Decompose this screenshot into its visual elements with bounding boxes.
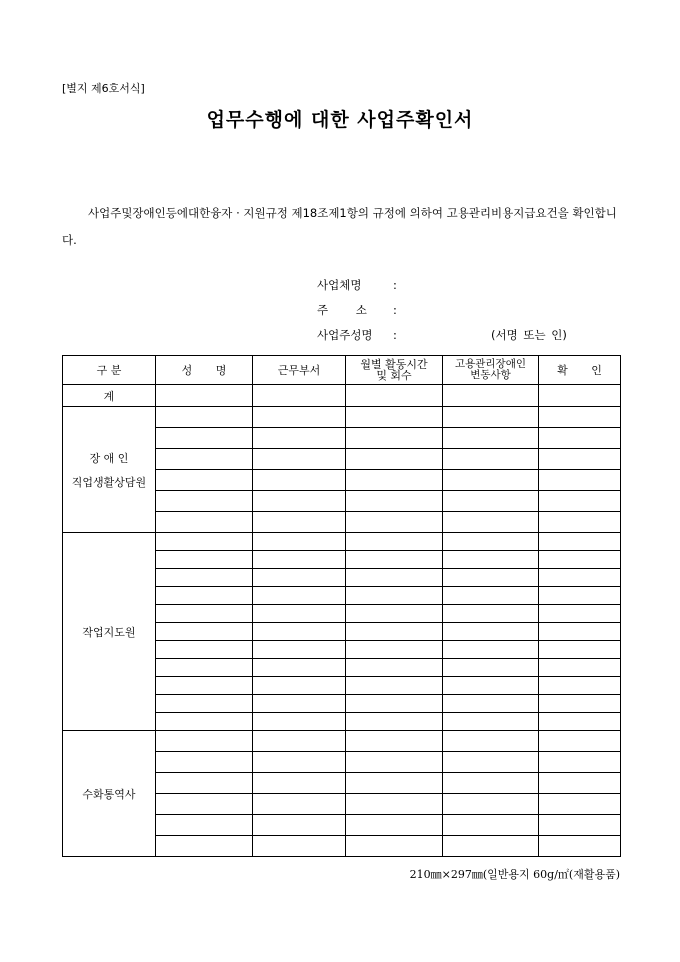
table-cell[interactable]	[346, 731, 443, 752]
table-cell[interactable]	[346, 587, 443, 605]
table-cell[interactable]	[539, 512, 621, 533]
colon: :	[393, 303, 397, 317]
group-label-cell	[63, 731, 156, 857]
table-row	[63, 731, 621, 752]
table-cell[interactable]	[539, 605, 621, 623]
table-cell[interactable]	[539, 533, 621, 551]
total-row	[63, 385, 621, 407]
table-cell[interactable]	[346, 470, 443, 491]
table-cell[interactable]	[346, 773, 443, 794]
table-cell[interactable]	[346, 641, 443, 659]
table-cell[interactable]	[253, 533, 346, 551]
table-cell[interactable]	[539, 815, 621, 836]
table-cell[interactable]	[539, 773, 621, 794]
table-cell[interactable]	[443, 836, 539, 857]
table-cell[interactable]	[443, 407, 539, 428]
table-cell[interactable]	[539, 794, 621, 815]
table-cell[interactable]	[539, 836, 621, 857]
header-department: 근무부서	[253, 356, 346, 385]
table-cell[interactable]	[443, 428, 539, 449]
table-cell[interactable]	[253, 587, 346, 605]
table-cell[interactable]	[443, 623, 539, 641]
table-header-row	[63, 356, 621, 385]
table-cell[interactable]	[443, 677, 539, 695]
table-cell[interactable]	[156, 815, 253, 836]
table-cell[interactable]	[253, 836, 346, 857]
table-cell[interactable]	[253, 731, 346, 752]
table-cell[interactable]	[253, 385, 346, 407]
table-cell[interactable]	[156, 512, 253, 533]
table-cell[interactable]	[539, 659, 621, 677]
group-label-cell	[63, 407, 156, 533]
table-cell[interactable]	[156, 449, 253, 470]
table-cell[interactable]	[156, 641, 253, 659]
table-cell[interactable]	[443, 449, 539, 470]
table-cell[interactable]	[253, 470, 346, 491]
total-label: 계	[63, 385, 156, 407]
table-cell[interactable]	[443, 752, 539, 773]
table-cell[interactable]	[346, 605, 443, 623]
table-cell[interactable]	[156, 605, 253, 623]
address-label: 주 소	[317, 303, 367, 317]
table-cell[interactable]	[253, 407, 346, 428]
table-cell[interactable]	[253, 428, 346, 449]
table-cell[interactable]	[539, 385, 621, 407]
table-cell[interactable]	[443, 659, 539, 677]
table-cell[interactable]	[539, 449, 621, 470]
table-cell[interactable]	[156, 587, 253, 605]
table-cell[interactable]	[346, 623, 443, 641]
table-cell[interactable]	[253, 641, 346, 659]
confirmation-table	[62, 355, 621, 857]
table-cell[interactable]	[156, 569, 253, 587]
table-cell[interactable]	[253, 695, 346, 713]
table-cell[interactable]	[346, 569, 443, 587]
table-cell[interactable]	[539, 470, 621, 491]
address-line	[317, 302, 397, 318]
table-cell[interactable]	[253, 752, 346, 773]
table-cell[interactable]	[346, 491, 443, 512]
table-cell[interactable]	[443, 587, 539, 605]
table-cell[interactable]	[346, 794, 443, 815]
table-cell[interactable]	[253, 491, 346, 512]
group-label-cell	[63, 533, 156, 731]
table-cell[interactable]	[156, 659, 253, 677]
table-cell[interactable]	[346, 449, 443, 470]
table-cell[interactable]	[253, 551, 346, 569]
table-cell[interactable]	[443, 605, 539, 623]
table-cell[interactable]	[539, 551, 621, 569]
table-cell[interactable]	[346, 428, 443, 449]
group-label-line1: 장 애 인	[89, 451, 129, 465]
table-cell[interactable]	[443, 512, 539, 533]
table-cell[interactable]	[346, 713, 443, 731]
table-cell[interactable]	[443, 385, 539, 407]
owner-name-line	[317, 327, 397, 343]
table-cell[interactable]	[346, 815, 443, 836]
table-cell[interactable]	[156, 385, 253, 407]
group-label-line1: 작업지도원	[82, 625, 136, 639]
table-cell[interactable]	[253, 512, 346, 533]
table-cell[interactable]	[443, 695, 539, 713]
table-cell[interactable]	[346, 677, 443, 695]
table-cell[interactable]	[443, 491, 539, 512]
table-cell[interactable]	[346, 407, 443, 428]
table-cell[interactable]	[539, 731, 621, 752]
table-cell[interactable]	[539, 587, 621, 605]
table-cell[interactable]	[443, 713, 539, 731]
table-cell[interactable]	[253, 794, 346, 815]
header-name: 성 명	[156, 356, 253, 385]
table-cell[interactable]	[156, 677, 253, 695]
header-confirm: 확 인	[539, 356, 621, 385]
table-cell[interactable]	[539, 428, 621, 449]
table-cell[interactable]	[346, 836, 443, 857]
colon: :	[393, 328, 397, 342]
table-cell[interactable]	[539, 677, 621, 695]
table-cell[interactable]	[156, 794, 253, 815]
table-cell[interactable]	[253, 569, 346, 587]
table-cell[interactable]	[253, 677, 346, 695]
group-label-line2: 직업생활상담원	[71, 475, 147, 489]
table-cell[interactable]	[443, 470, 539, 491]
document-title: 업무수행에 대한 사업주확인서	[206, 109, 474, 131]
table-cell[interactable]	[253, 605, 346, 623]
signature-note: (서명 또는 인)	[491, 328, 567, 342]
table-cell[interactable]	[539, 752, 621, 773]
table-cell[interactable]	[346, 752, 443, 773]
company-name-line	[317, 277, 397, 293]
table-cell[interactable]	[156, 836, 253, 857]
table-cell[interactable]	[156, 773, 253, 794]
table-cell[interactable]	[346, 533, 443, 551]
table-cell[interactable]	[156, 623, 253, 641]
table-cell[interactable]	[539, 623, 621, 641]
header-category: 구 분	[63, 356, 156, 385]
table-cell[interactable]	[156, 533, 253, 551]
table-cell[interactable]	[156, 491, 253, 512]
table-cell[interactable]	[156, 407, 253, 428]
table-cell[interactable]	[156, 695, 253, 713]
table-cell[interactable]	[346, 551, 443, 569]
table-cell[interactable]	[443, 731, 539, 752]
table-cell[interactable]	[539, 407, 621, 428]
table-cell[interactable]	[156, 428, 253, 449]
table-cell[interactable]	[443, 533, 539, 551]
table-cell[interactable]	[443, 815, 539, 836]
table-cell[interactable]	[539, 641, 621, 659]
table-cell[interactable]	[156, 713, 253, 731]
table-cell[interactable]	[539, 569, 621, 587]
form-number: [별지 제6호서식]	[62, 82, 145, 95]
table-cell[interactable]	[253, 623, 346, 641]
table-cell[interactable]	[156, 470, 253, 491]
table-cell[interactable]	[253, 773, 346, 794]
table-cell[interactable]	[253, 449, 346, 470]
colon: :	[393, 278, 397, 292]
table-row	[63, 533, 621, 551]
table-cell[interactable]	[443, 569, 539, 587]
table-cell[interactable]	[443, 773, 539, 794]
table-cell[interactable]	[346, 659, 443, 677]
table-cell[interactable]	[443, 551, 539, 569]
paper-spec-footer: 210㎜×297㎜(일반용지 60g/㎡(재활용품)	[409, 868, 620, 881]
table-cell[interactable]	[346, 512, 443, 533]
table-cell[interactable]	[539, 695, 621, 713]
table-cell[interactable]	[253, 659, 346, 677]
group-label-line1: 수화통역사	[82, 787, 136, 801]
table-cell[interactable]	[156, 551, 253, 569]
header-changes: 고용관리장애인 변동사항	[443, 356, 539, 385]
table-cell[interactable]	[539, 491, 621, 512]
table-cell[interactable]	[156, 731, 253, 752]
table-cell[interactable]	[443, 794, 539, 815]
table-cell[interactable]	[346, 385, 443, 407]
table-cell[interactable]	[253, 713, 346, 731]
company-name-label: 사업체명	[317, 278, 362, 292]
table-cell[interactable]	[253, 815, 346, 836]
table-cell[interactable]	[156, 752, 253, 773]
owner-name-label: 사업주성명	[317, 328, 373, 342]
table-row	[63, 407, 621, 428]
table-cell[interactable]	[443, 641, 539, 659]
table-cell[interactable]	[539, 713, 621, 731]
header-monthly-activity: 월별 활동시간 및 회수	[346, 356, 443, 385]
table-cell[interactable]	[346, 695, 443, 713]
body-text: 사업주및장애인등에대한융자 · 지원규정 제18조제1항의 규정에 의하여 고용관리비용지급요건을 확인합니다.	[62, 206, 617, 247]
